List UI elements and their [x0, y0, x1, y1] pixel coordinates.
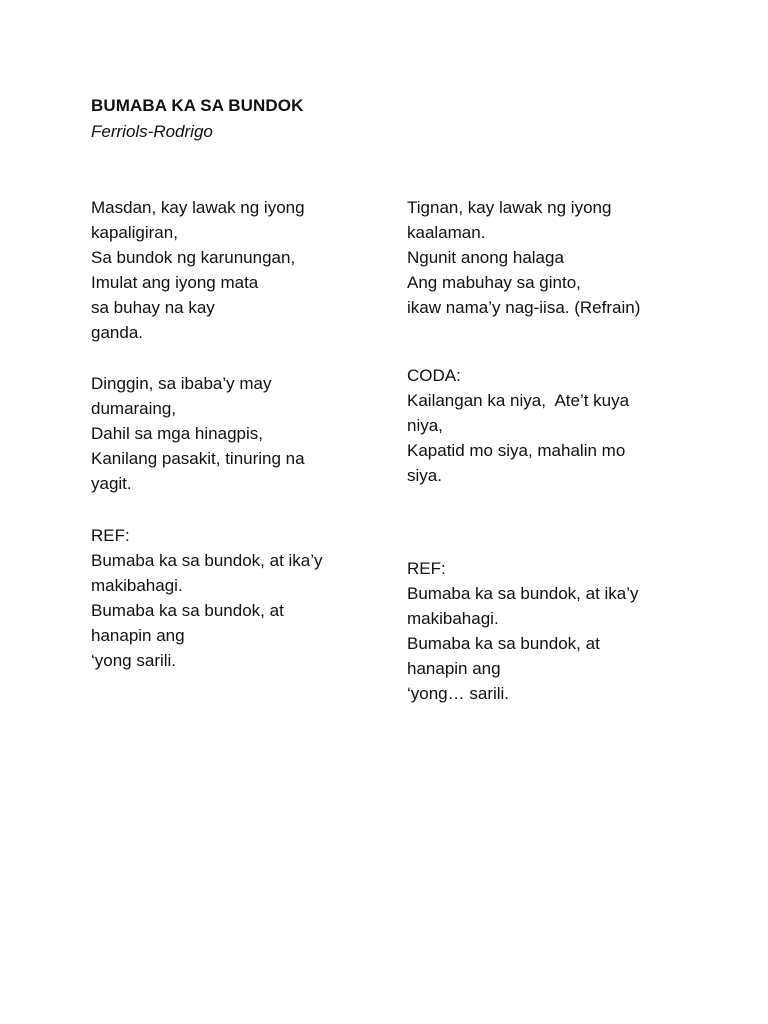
verse-1	[91, 195, 371, 345]
lyric-line: Kailangan ka niya, Ate’t kuya	[407, 391, 630, 410]
lyric-line: Dinggin, sa ibaba’y may	[91, 374, 272, 393]
lyric-line: kaalaman.	[407, 223, 486, 242]
lyric-line: siya.	[407, 466, 442, 485]
song-title: BUMABA KA SA BUNDOK	[91, 96, 304, 115]
lyric-line: yagit.	[91, 474, 132, 493]
lyric-line: Bumaba ka sa bundok, at ika’y	[91, 551, 323, 570]
lyric-line: Bumaba ka sa bundok, at	[91, 601, 284, 620]
refrain-label: REF:	[91, 526, 130, 545]
refrain-right	[407, 556, 687, 706]
lyric-line: Ang mabuhay sa ginto,	[407, 273, 581, 292]
lyric-line: Masdan, kay lawak ng iyong	[91, 198, 305, 217]
lyric-line: ‘yong sarili.	[91, 651, 177, 670]
lyric-line: Kapatid mo siya, mahalin mo	[407, 441, 626, 460]
lyric-line: Sa bundok ng karunungan,	[91, 248, 296, 267]
lyric-line: kapaligiran,	[91, 223, 178, 242]
lyric-line: Bumaba ka sa bundok, at	[407, 634, 600, 653]
lyric-line: makibahagi.	[407, 609, 499, 628]
lyric-line: ‘yong… sarili.	[407, 684, 510, 703]
lyric-line: Ngunit anong halaga	[407, 248, 564, 267]
lyric-line: Kanilang pasakit, tinuring na	[91, 449, 305, 468]
refrain-label: REF:	[407, 559, 446, 578]
song-author: Ferriols-Rodrigo	[91, 122, 213, 141]
lyric-line: sa buhay na kay	[91, 298, 215, 317]
lyric-line: hanapin ang	[91, 626, 185, 645]
lyric-line: Imulat ang iyong mata	[91, 273, 259, 292]
lyric-line: Tignan, kay lawak ng iyong	[407, 198, 612, 217]
coda	[407, 363, 687, 488]
lyric-line: Dahil sa mga hinagpis,	[91, 424, 263, 443]
refrain-left	[91, 523, 371, 673]
coda-label: CODA:	[407, 366, 461, 385]
lyric-line: hanapin ang	[407, 659, 501, 678]
verse-3	[407, 195, 687, 320]
lyric-line: ikaw nama’y nag-iisa. (Refrain)	[407, 298, 641, 317]
lyric-line: niya,	[407, 416, 443, 435]
lyric-line: makibahagi.	[91, 576, 183, 595]
lyric-line: dumaraing,	[91, 399, 177, 418]
lyric-line: ganda.	[91, 323, 143, 342]
lyric-line: Bumaba ka sa bundok, at ika’y	[407, 584, 639, 603]
verse-2	[91, 371, 371, 496]
